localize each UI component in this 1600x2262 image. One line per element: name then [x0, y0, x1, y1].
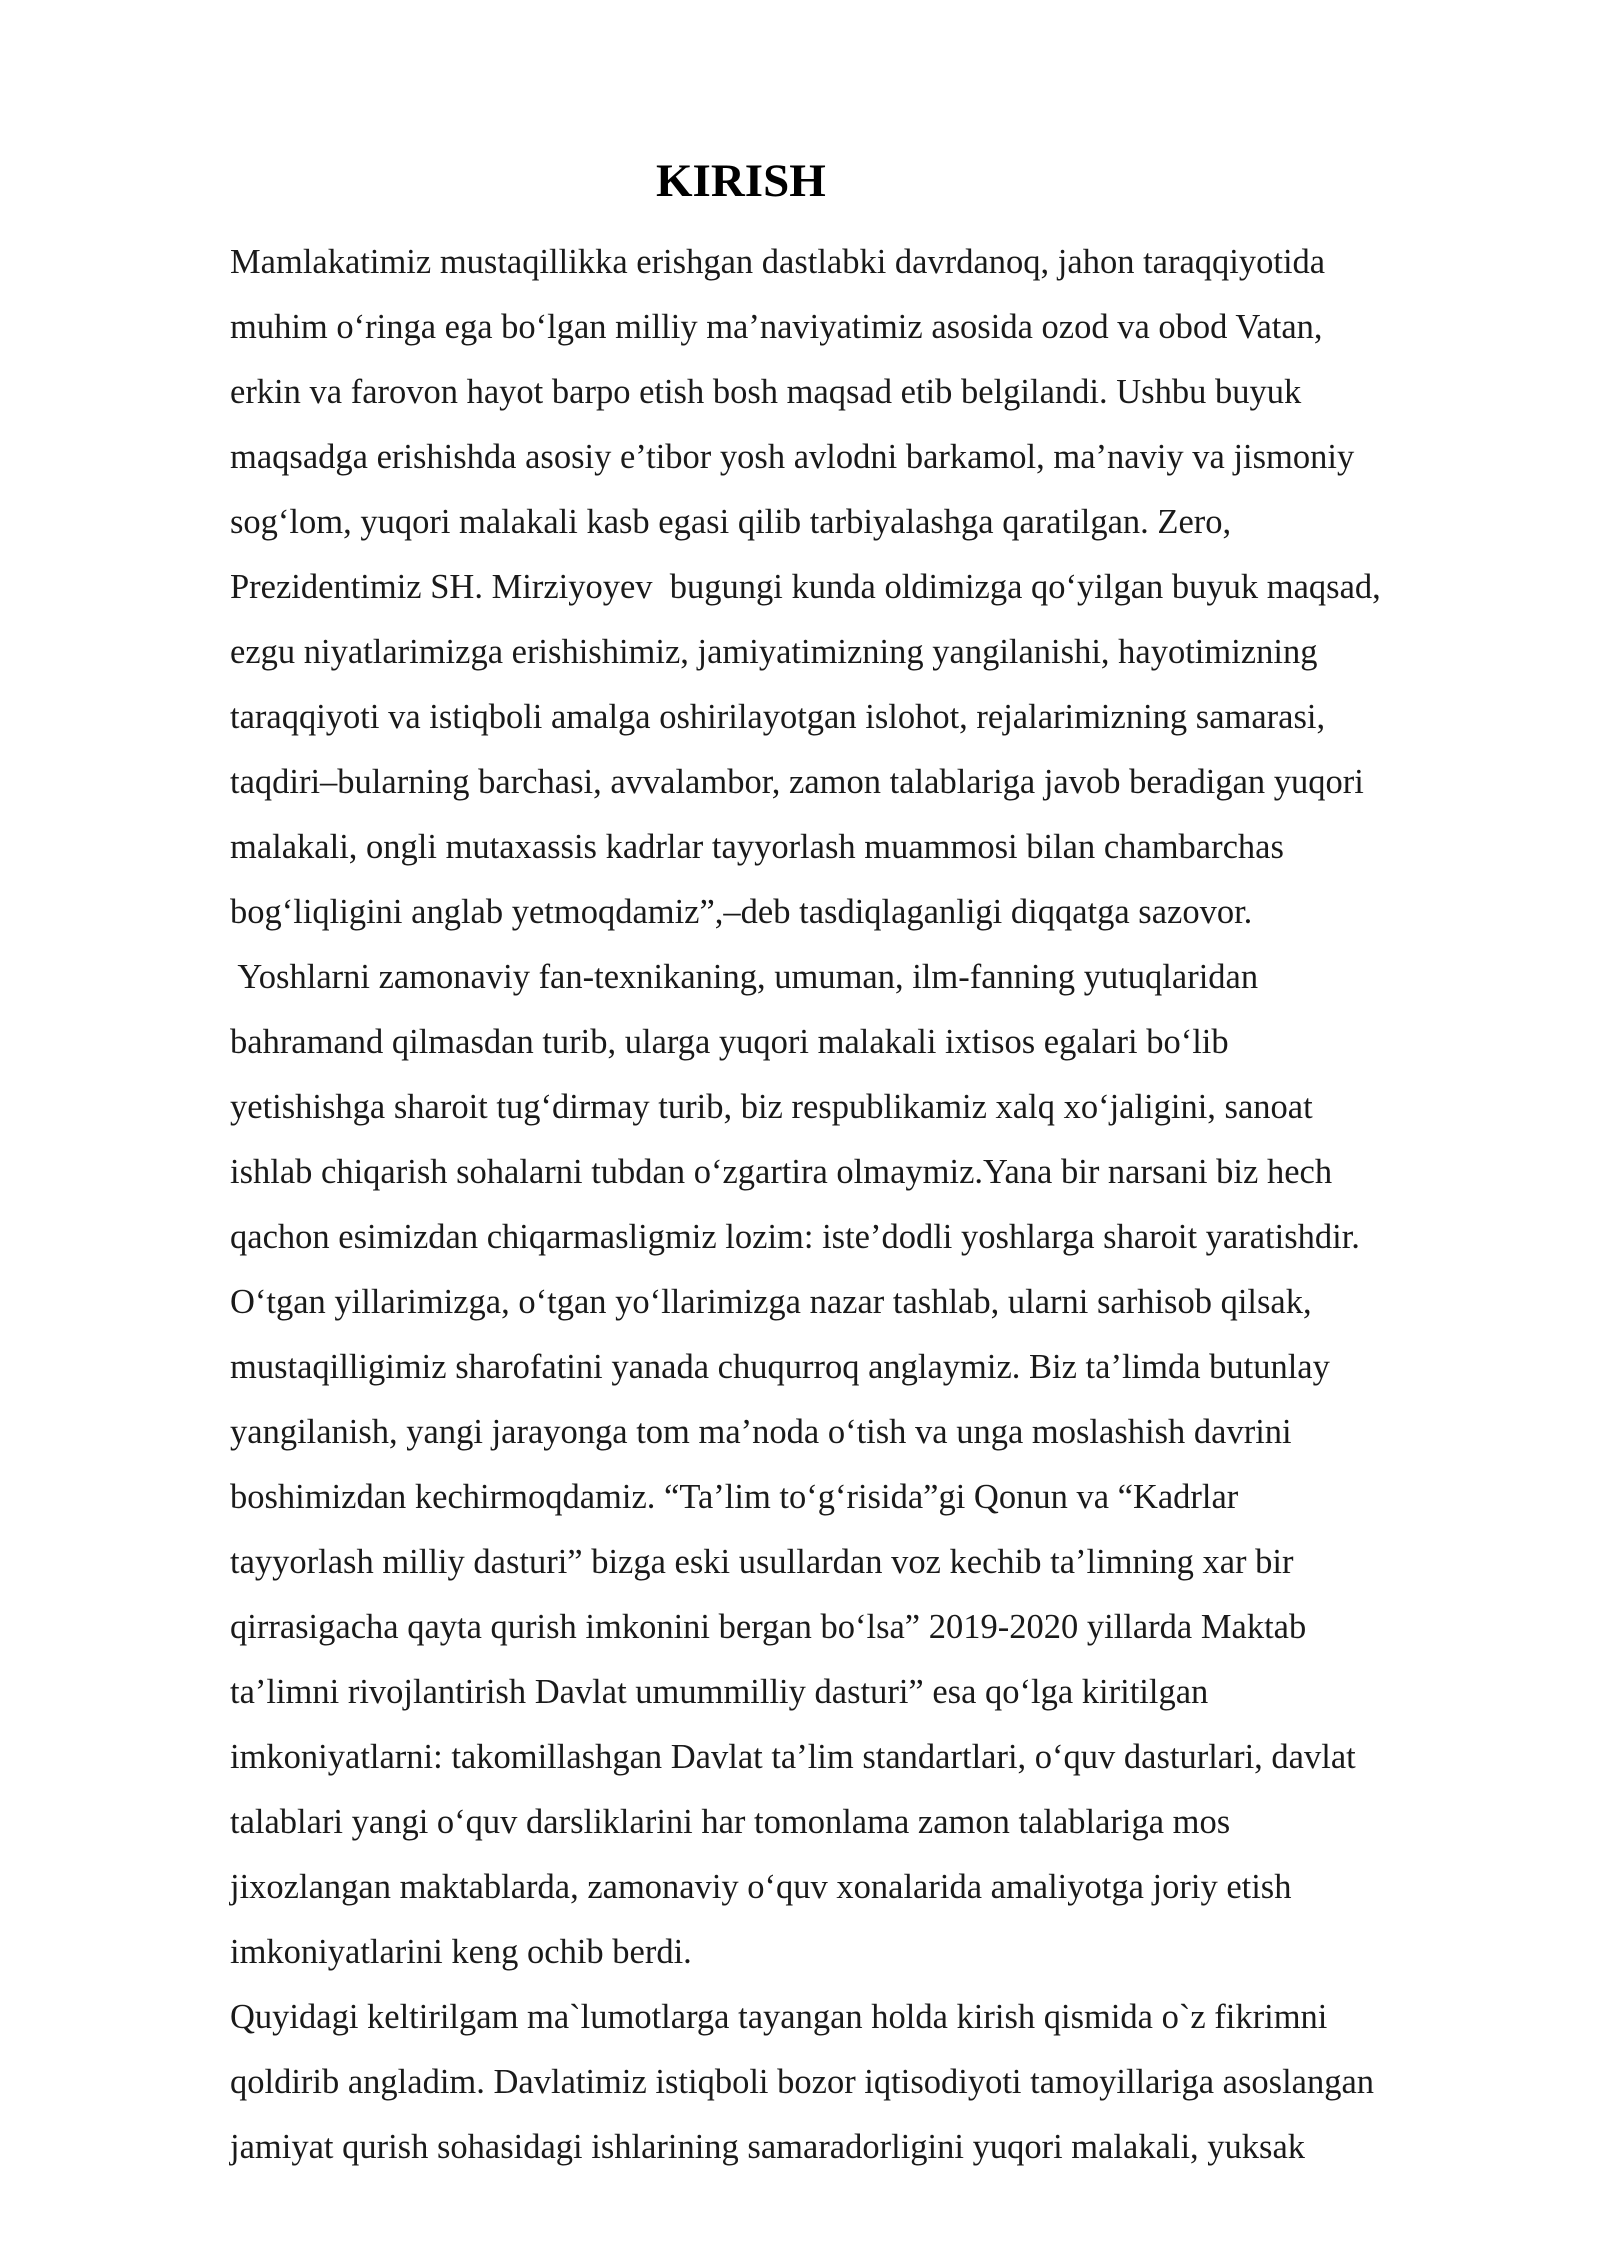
text-line: Mamlakatimiz mustaqillikka erishgan dastlabki davrdanoq, jahon taraqqiyotida: [230, 243, 1326, 281]
text-line: Yoshlarni zamonaviy fan-texnikaning, umuman, ilm-fanning yutuqlaridan: [230, 958, 1259, 996]
text-line: sog‘lom, yuqori malakali kasb egasi qilib tarbiyalashga qaratilgan. Zero,: [230, 503, 1232, 541]
text-line: taraqqiyoti va istiqboli amalga oshirilayotgan islohot, rejalarimizning samarasi,: [230, 698, 1326, 736]
text-line: talablari yangi o‘quv darsliklarini har tomonlama zamon talablariga mos: [230, 1803, 1231, 1841]
text-line: tayyorlash milliy dasturi” bizga eski usullardan voz kechib ta’limning xar bir: [230, 1543, 1294, 1581]
text-line: maqsadga erishishda asosiy e’tibor yosh avlodni barkamol, ma’naviy va jismoniy: [230, 438, 1355, 476]
text-line: ishlab chiqarish sohalarni tubdan o‘zgartira olmaymiz.Yana bir narsani biz hech: [230, 1153, 1333, 1191]
text-line: erkin va farovon hayot barpo etish bosh maqsad etib belgilandi. Ushbu buyuk: [230, 373, 1302, 411]
text-line: yetishishga sharoit tug‘dirmay turib, biz respublikamiz xalq xo‘jaligini, sanoat: [230, 1088, 1313, 1126]
text-line: qachon esimizdan chiqarmasligmiz lozim: iste’dodli yoshlarga sharoit yaratishdir.: [230, 1218, 1360, 1256]
text-line: taqdiri–bularning barchasi, avvalambor, zamon talablariga javob beradigan yuqori: [230, 763, 1364, 801]
text-line: bahramand qilmasdan turib, ularga yuqori malakali ixtisos egalari bo‘lib: [230, 1023, 1229, 1061]
text-line: mustaqilligimiz sharofatini yanada chuqurroq anglaymiz. Biz ta’limda butunlay: [230, 1348, 1330, 1386]
text-line: jixozlangan maktablarda, zamonaviy o‘quv xonalarida amaliyotga joriy etish: [230, 1868, 1292, 1906]
text-line: malakali, ongli mutaxassis kadrlar tayyorlash muammosi bilan chambarchas: [230, 828, 1284, 866]
text-line: boshimizdan kechirmoqdamiz. “Ta’lim to‘g‘risida”gi Qonun va “Kadrlar: [230, 1478, 1239, 1516]
text-line: qirrasigacha qayta qurish imkonini bergan bo‘lsa” 2019-2020 yillarda Maktab: [230, 1608, 1307, 1646]
text-line: O‘tgan yillarimizga, o‘tgan yo‘llarimizga nazar tashlab, ularni sarhisob qilsak,: [230, 1283, 1312, 1321]
text-line: Prezidentimiz SH. Mirziyoyev bugungi kunda oldimizga qo‘yilgan buyuk maqsad,: [230, 568, 1381, 606]
text-line: yangilanish, yangi jarayonga tom ma’noda o‘tish va unga moslashish davrini: [230, 1413, 1292, 1451]
text-line: ta’limni rivojlantirish Davlat umummilliy dasturi” esa qo‘lga kiritilgan: [230, 1673, 1209, 1711]
text-line: imkoniyatlarni: takomillashgan Davlat ta’lim standartlari, o‘quv dasturlari, davlat: [230, 1738, 1356, 1776]
text-line: qoldirib angladim. Davlatimiz istiqboli bozor iqtisodiyoti tamoyillariga asoslangan: [230, 2063, 1375, 2101]
text-line: imkoniyatlarini keng ochib berdi.: [230, 1933, 692, 1971]
text-line: muhim o‘ringa ega bo‘lgan milliy ma’naviyatimiz asosida ozod va obod Vatan,: [230, 308, 1323, 346]
text-line: bog‘liqligini anglab yetmoqdamiz”,–deb tasdiqlaganligi diqqatga sazovor.: [230, 893, 1253, 931]
text-line: ezgu niyatlarimizga erishishimiz, jamiyatimizning yangilanishi, hayotimizning: [230, 633, 1318, 671]
text-line: jamiyat qurish sohasidagi ishlarining samaradorligini yuqori malakali, yuksak: [230, 2128, 1306, 2166]
text-line: Quyidagi keltirilgam ma`lumotlarga tayangan holda kirish qismida o`z fikrimni: [230, 1998, 1328, 2036]
page-title: KIRISH: [656, 155, 826, 207]
body-text: [230, 230, 1510, 2180]
